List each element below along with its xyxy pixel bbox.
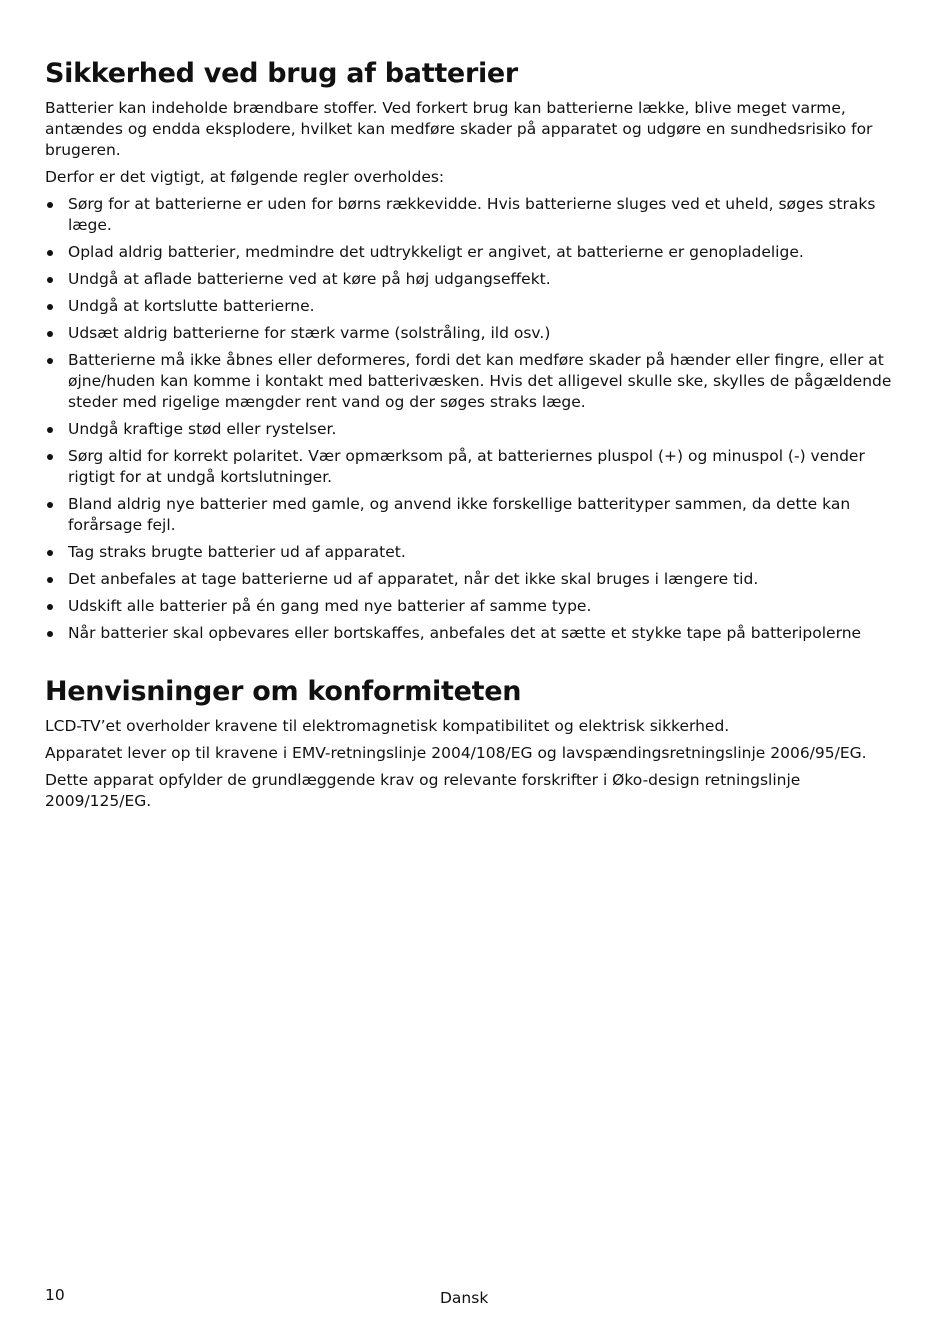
list-item-text: Det anbefales at tage batterierne ud af apparatet, når det ikke skal bruges i længere tid. [68,570,759,588]
list-item-text: Udskift alle batterier på én gang med nye batterier af samme type. [68,597,592,615]
list-item-text: Undgå at aflade batterierne ved at køre på høj udgangseffekt. [68,270,551,288]
list-item [45,542,905,563]
list-item [45,269,905,290]
battery-rules-list [45,194,905,644]
list-item [45,596,905,617]
intro-paragraph: Batterier kan indeholde brændbare stoffer. Ved forkert brug kan batterierne lække, blive meget varme, antændes og endda eksplodere, hvilket kan medføre skader på apparatet og udgøre en sundhedsrisiko for brugeren. [45,99,873,159]
list-item-text: Undgå at kortslutte batterierne. [68,297,315,315]
bullet-icon [47,577,53,583]
list-item [45,446,905,488]
conformity-paragraph: LCD-TV’et overholder kravene til elektromagnetisk kompatibilitet og elektrisk sikkerhed. [45,717,730,735]
bullet-icon [47,502,53,508]
list-item-text: Tag straks brugte batterier ud af apparatet. [68,543,406,561]
section-heading-conformity: Henvisninger om konformiteten [45,676,522,707]
list-item-text: Undgå kraftige stød eller rystelser. [68,420,337,438]
bullet-icon [47,427,53,433]
list-item [45,296,905,317]
list-item [45,419,905,440]
bullet-icon [47,250,53,256]
bullet-icon [47,304,53,310]
list-item-text: Sørg altid for korrekt polaritet. Vær opmærksom på, at batteriernes pluspol (+) og minuspol (-) vender rigtigt for at undgå kortslutninger. [68,447,865,486]
list-item [45,242,905,263]
list-item [45,569,905,590]
bullet-icon [47,550,53,556]
document-page [45,56,905,818]
bullet-icon [47,454,53,460]
list-item [45,194,905,236]
section-heading-battery-safety: Sikkerhed ved brug af batterier [45,58,518,89]
list-item-text: Batterierne må ikke åbnes eller deformeres, fordi det kan medføre skader på hænder eller fingre, eller at øjne/huden kan komme i kontakt med batterivæsken. Hvis det alligevel skulle ske, skylles de pågældende steder med rigelige mængder rent vand og der søges straks læge. [68,351,892,411]
list-item-text: Sørg for at batterierne er uden for børns rækkevidde. Hvis batterierne sluges ved et uheld, søges straks læge. [68,195,876,234]
list-item-text: Oplad aldrig batterier, medmindre det udtrykkeligt er angivet, at batterierne er genopladelige. [68,243,804,261]
footer-language: Dansk [440,1289,489,1307]
bullet-icon [47,604,53,610]
list-item-text: Når batterier skal opbevares eller bortskaffes, anbefales det at sætte et stykke tape på batteripolerne [68,624,862,642]
list-item [45,494,905,536]
list-item [45,323,905,344]
bullet-icon [47,631,53,637]
list-item [45,623,905,644]
conformity-paragraph: Apparatet lever op til kravene i EMV-retningslinje 2004/108/EG og lavspændingsretningslinje 2006/95/EG. [45,744,867,762]
list-item-text: Udsæt aldrig batterierne for stærk varme (solstråling, ild osv.) [68,324,551,342]
bullet-icon [47,202,53,208]
bullet-icon [47,331,53,337]
page-number: 10 [45,1286,65,1304]
bullet-icon [47,358,53,364]
rules-lead-paragraph: Derfor er det vigtigt, at følgende regler overholdes: [45,168,445,186]
list-item-text: Bland aldrig nye batterier med gamle, og anvend ikke forskellige batterityper sammen, da dette kan forårsage fejl. [68,495,851,534]
bullet-icon [47,277,53,283]
conformity-paragraph: Dette apparat opfylder de grundlæggende krav og relevante forskrifter i Øko-design retningslinje 2009/125/EG. [45,771,801,810]
list-item [45,350,905,413]
